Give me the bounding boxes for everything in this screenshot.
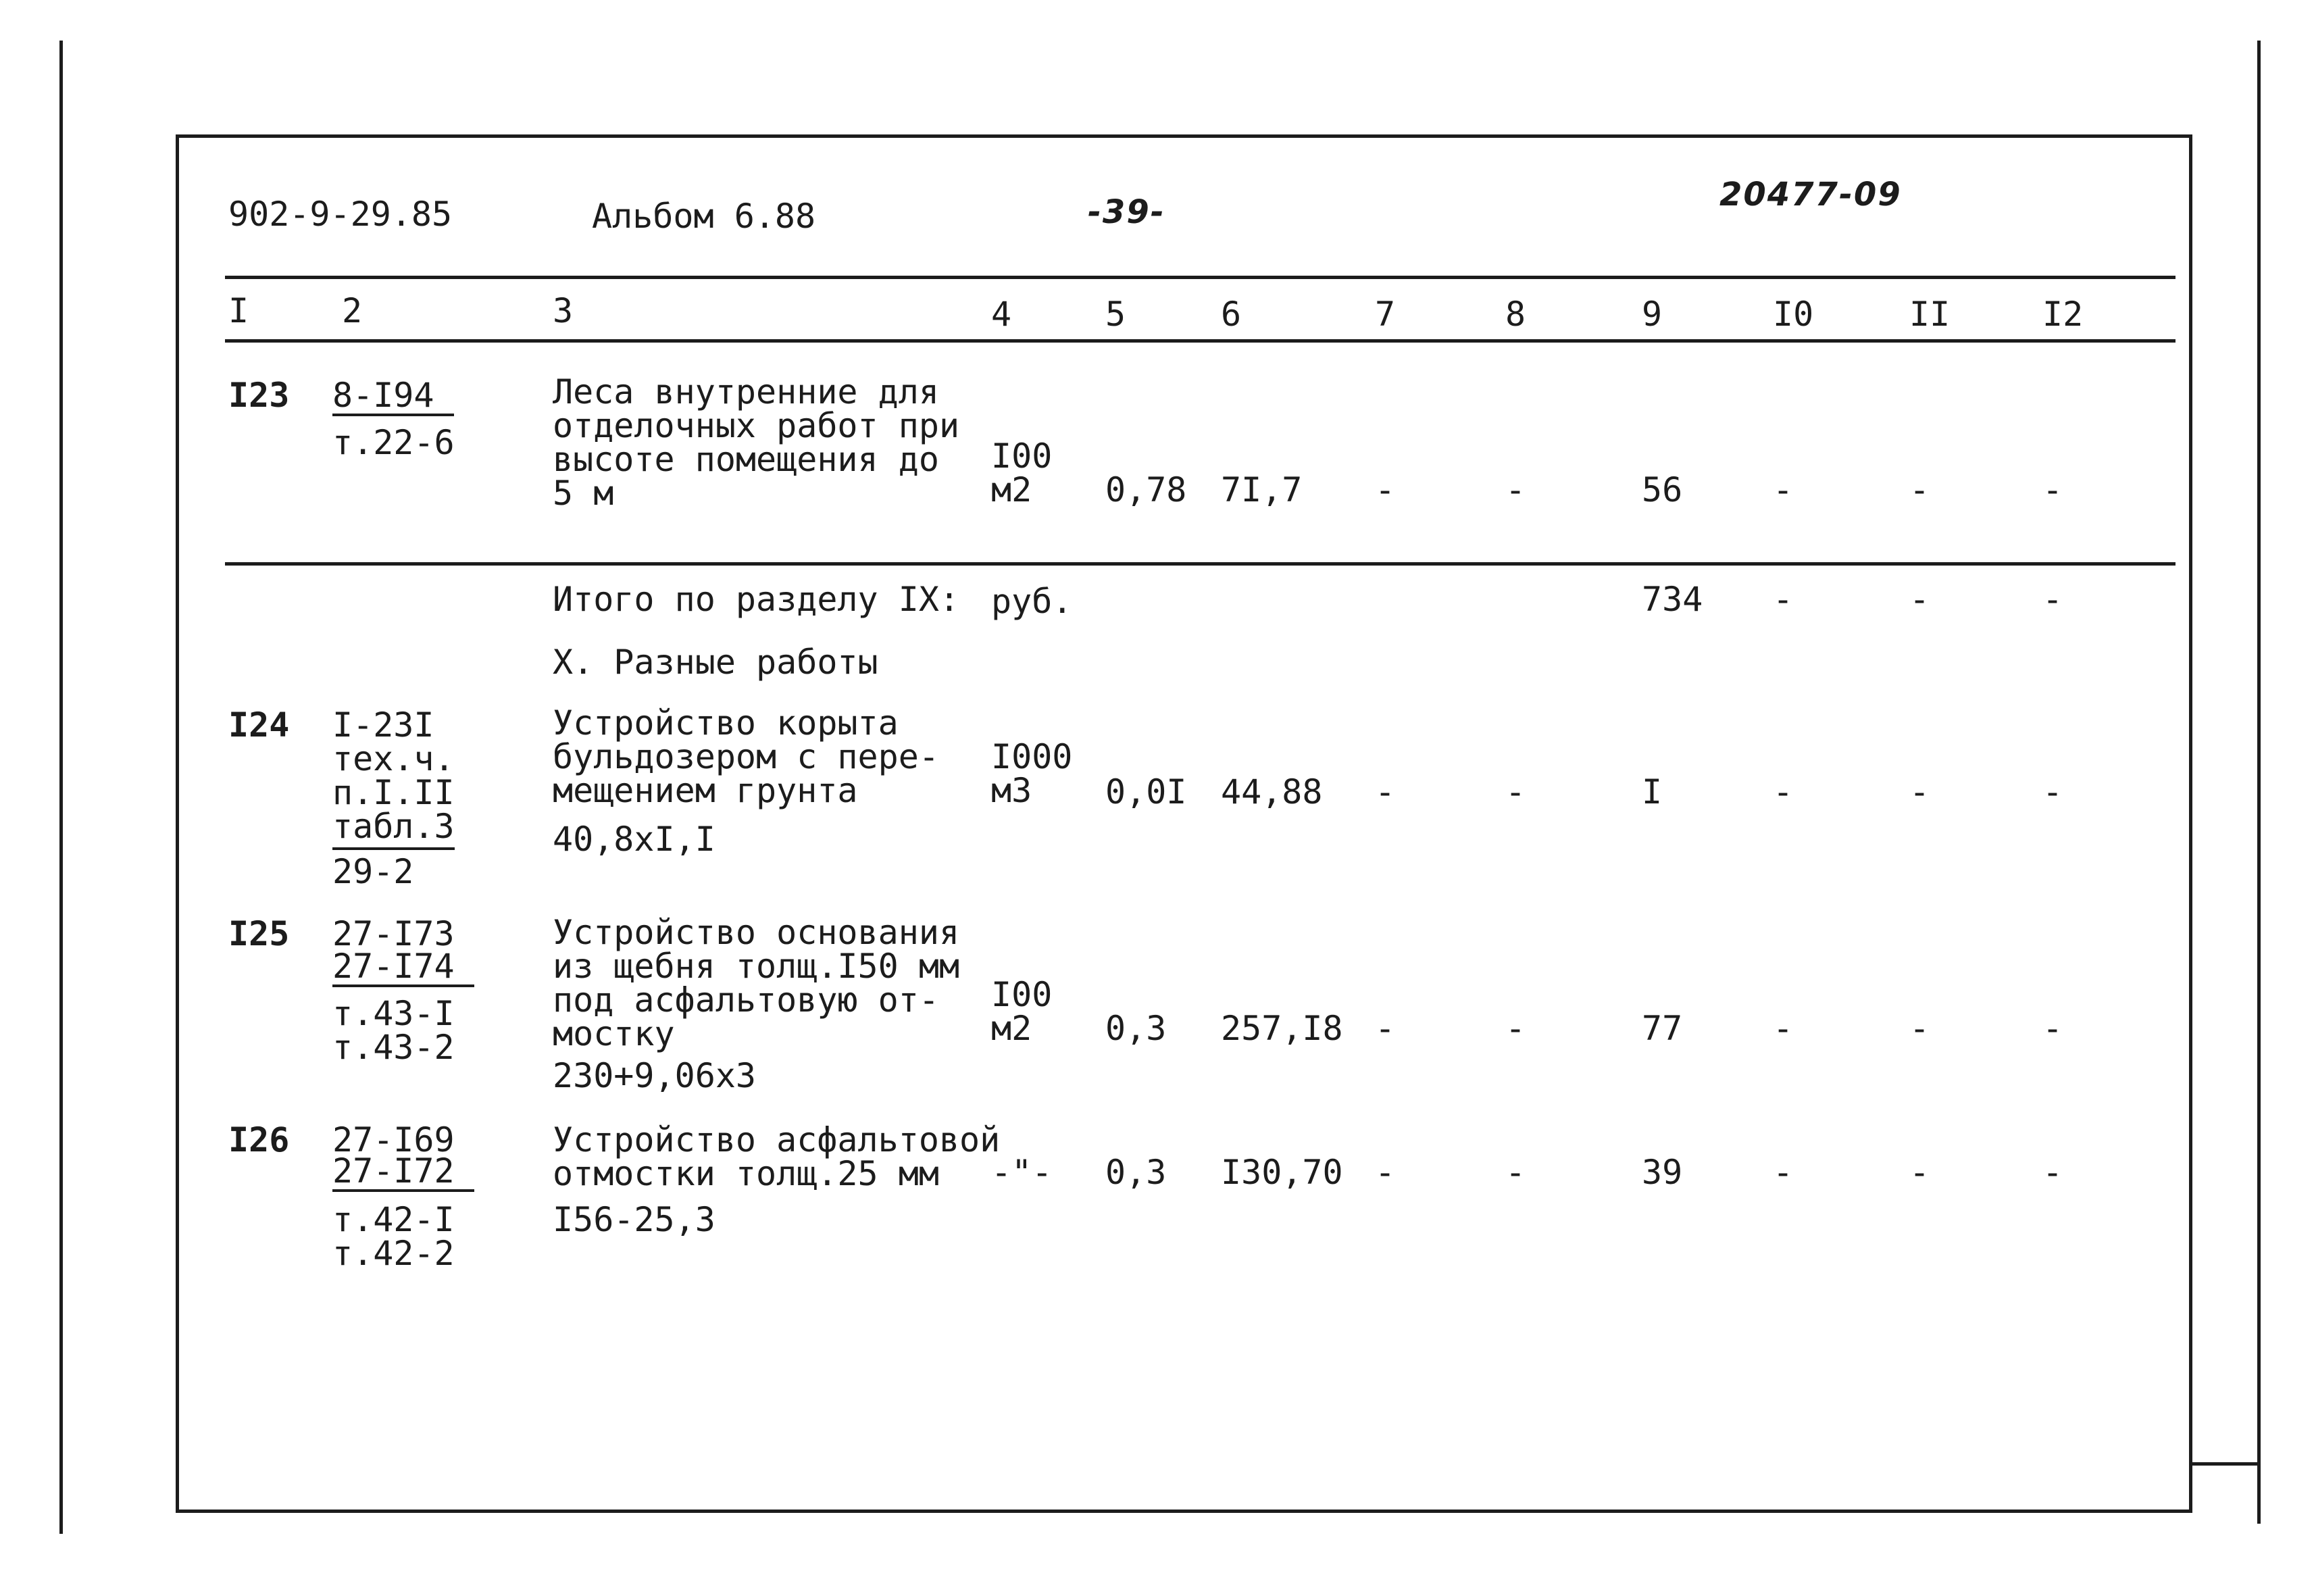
row-cell-11: - [1909, 1009, 1930, 1048]
row-description: Устройство асфальтовой отмостки толщ.25 мм [553, 1120, 1001, 1193]
total-unit: руб. [991, 582, 1073, 621]
row-code-underlined: 8-I94 [332, 378, 454, 416]
total-label: Итого по разделу IX: [553, 580, 960, 619]
row-cell-9: I [1642, 772, 1663, 812]
row-cell-7: - [1375, 772, 1396, 812]
row-unit: I00 м2 [991, 437, 1053, 509]
frame-bottom [176, 1510, 2192, 1513]
column-number: 4 [991, 295, 1012, 334]
column-number: 8 [1505, 295, 1526, 334]
row-code-sub: т.43-I т.43-2 [332, 994, 455, 1067]
row-unit: -"- [991, 1153, 1053, 1192]
column-number: I2 [2042, 295, 2084, 334]
row-cell-9: 39 [1642, 1153, 1683, 1192]
title-block-stub [2189, 1462, 2260, 1466]
column-header-bottom-rule [225, 339, 2175, 343]
album-label: Альбом 6.88 [592, 197, 816, 236]
row-cell-10: - [1773, 1009, 1794, 1048]
row-code-underlined: 27-I74 [332, 949, 474, 987]
row-cell-6: I30,70 [1221, 1153, 1343, 1192]
section-separator-rule [225, 562, 2175, 566]
row-cell-8: - [1505, 1009, 1526, 1048]
row-cell-6: 44,88 [1221, 772, 1323, 812]
row-cell-12: - [2042, 772, 2063, 812]
row-cell-8: - [1505, 1153, 1526, 1192]
total-cell-9: 734 [1642, 580, 1703, 619]
frame-left [176, 134, 179, 1513]
frame-top [176, 134, 2192, 138]
column-number: I [228, 291, 249, 330]
column-number: 3 [553, 291, 574, 330]
column-number: 9 [1642, 295, 1663, 334]
row-cell-8: - [1505, 470, 1526, 509]
column-number: I0 [1773, 295, 1814, 334]
row-code [332, 378, 454, 416]
row-unit: I00 м2 [991, 975, 1053, 1048]
row-cell-5: 0,78 [1105, 470, 1187, 509]
total-cell-11: - [1909, 580, 1930, 619]
row-cell-6: 7I,7 [1221, 470, 1303, 509]
row-cell-7: - [1375, 1009, 1396, 1048]
column-number: 5 [1105, 295, 1126, 334]
row-calculation: 230+9,06х3 [553, 1056, 757, 1095]
right-margin-line [2257, 41, 2261, 1524]
row-cell-7: - [1375, 1153, 1396, 1192]
column-number: 6 [1221, 295, 1242, 334]
row-code: 27-I73 [332, 914, 455, 953]
document-number: 20477-09 [1719, 176, 1902, 214]
left-margin-line [59, 41, 63, 1534]
row-cell-10: - [1773, 772, 1794, 812]
row-number: I23 [228, 376, 290, 415]
page-number: -39- [1088, 193, 1165, 231]
row-cell-12: - [2042, 1153, 2063, 1192]
row-number: I24 [228, 705, 290, 745]
row-calculation: 40,8хI,I [553, 820, 715, 859]
row-number: I25 [228, 914, 290, 953]
frame-right [2189, 134, 2192, 1513]
row-cell-10: - [1773, 1153, 1794, 1192]
row-cell-9: 77 [1642, 1009, 1683, 1048]
column-number: II [1909, 295, 1951, 334]
row-calculation: I56-25,3 [553, 1200, 715, 1239]
column-number: 2 [342, 291, 363, 330]
row-cell-10: - [1773, 470, 1794, 509]
row-code: 27-I69 [332, 1120, 455, 1159]
row-description: Леса внутренние для отделочных работ при высоте помещения до 5 м [553, 372, 960, 513]
total-cell-12: - [2042, 580, 2063, 619]
section-heading: X. Разные работы [553, 643, 878, 682]
row-cell-12: - [2042, 470, 2063, 509]
row-cell-5: 0,3 [1105, 1153, 1167, 1192]
row-description: Устройство корыта бульдозером с пере- мещением грунта [553, 703, 939, 810]
row-cell-12: - [2042, 1009, 2063, 1048]
row-cell-8: - [1505, 772, 1526, 812]
row-code-underlined: 27-I72 [332, 1154, 474, 1192]
row-cell-9: 56 [1642, 470, 1683, 509]
row-code-underlined: табл.3 [332, 809, 455, 843]
row-number: I26 [228, 1120, 290, 1159]
row-cell-6: 257,I8 [1221, 1009, 1343, 1048]
row-code-sub: т.42-I т.42-2 [332, 1200, 455, 1273]
row-cell-5: 0,3 [1105, 1009, 1167, 1048]
row-cell-11: - [1909, 470, 1930, 509]
row-unit: I000 м3 [991, 737, 1073, 810]
project-code: 902-9-29.85 [228, 195, 453, 234]
column-header-top-rule [225, 276, 2175, 279]
row-code-sub: 29-2 [332, 852, 414, 891]
row-code-sub: т.22-6 [332, 423, 455, 462]
row-cell-11: - [1909, 772, 1930, 812]
row-cell-7: - [1375, 470, 1396, 509]
row-code: I-23I тех.ч. п.I.II [332, 705, 455, 812]
row-cell-5: 0,0I [1105, 772, 1187, 812]
row-description: Устройство основания из щебня толщ.I50 мм под асфальтовую от- мостку [553, 913, 960, 1053]
total-cell-10: - [1773, 580, 1794, 619]
row-cell-11: - [1909, 1153, 1930, 1192]
column-number: 7 [1375, 295, 1396, 334]
